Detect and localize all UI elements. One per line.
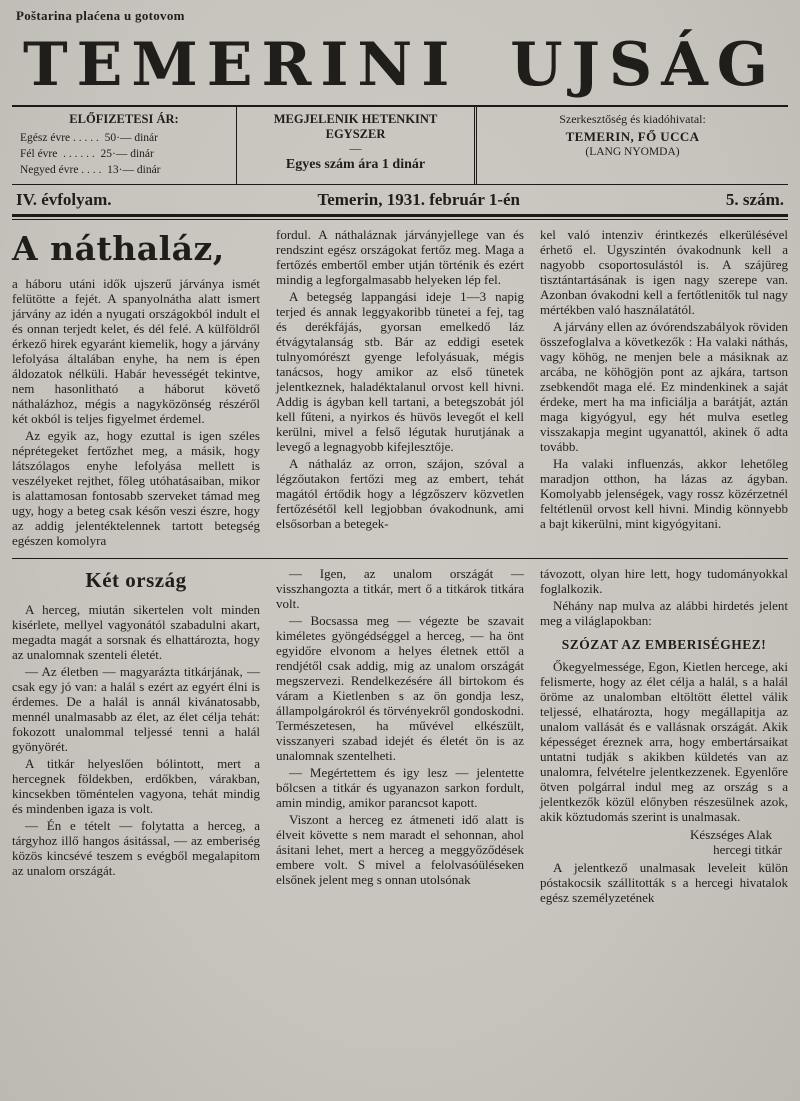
paragraph: — Igen, az unalom országát — visszhangozta a titkár, mert ő a titkárok titkára volt.	[276, 566, 524, 612]
article-column-2	[276, 227, 524, 550]
single-issue-price: Egyes szám ára 1 dinár	[285, 157, 426, 173]
article-title: A náthaláz,	[12, 229, 225, 269]
publication-info	[236, 107, 474, 184]
signature-block	[540, 827, 786, 857]
paragraph: Az egyik az, hogy ezuttal is igen széles néprétegeket fertőzhet meg, a másik, hogy látszólagos enyhe lefolyása mellett is veszélyeket rejthet, főleg utóhatásaiban, mikor is alattamosan fontosabb szerveket támad meg ugy, hogy a beteg csak későn veszi észre, hogy az addig jelentéktelennek tartott betegség egészen komolyra	[12, 428, 260, 549]
paragraph: távozott, olyan hire lett, hogy tudományokkal foglalkozik.	[540, 566, 788, 597]
paragraph: A náthaláz az orron, szájon, szóval a légzőutakon fertőzi meg az embert, tehát magától értődik hogy a légzőszerv közvetlen fertőzésétől kell legjobban óvakodnunk, ami elsősorban a betegek-	[276, 456, 524, 532]
dateline-date: Temerin, 1931. február 1-én	[317, 190, 521, 210]
editorial-info	[474, 107, 788, 184]
paragraph: — Az életben — magyarázta titkárjának, — csak egy jó van: a halál s ezért az egyért élni is érdemes. De a halál is annál kivánatosabb, mennél unalmasabb az élet, az élet célja tehát: fokozott unalommal teljessé tenni a halál gyönyörét.	[12, 664, 260, 755]
dateline-issue: 5. szám.	[725, 190, 784, 210]
paragraph: Néhány nap mulva az alábbi hirdetés jelent meg a világlapokban:	[540, 598, 788, 629]
info-bar	[12, 105, 788, 185]
paragraph: A herceg, miután sikertelen volt minden kisérlete, mellyel vagyonától szabadulni akart, megadta magát a sorsnak és elhattározta, hogy az unalomnak szenteli életét.	[12, 602, 260, 663]
dateline	[12, 185, 788, 214]
paragraph: Ha valaki influenzás, akkor lehetőleg maradjon otthon, ha lázas az ágyban. Komolyabb jelenségek, vagy rossz közérzetnél feltétlenül orvost kell hivni. Mindig könnyebb a bajt kikerülni, mint kigyógyitani.	[540, 456, 788, 532]
article-column-1	[12, 227, 260, 550]
price-line-halfyear: Fél évre . . . . . . 25·— dinár	[20, 148, 154, 161]
proclamation-heading: SZÓZAT AZ EMBERISÉGHEZ!	[561, 637, 767, 653]
article-title: Két ország	[85, 568, 187, 593]
article-two-countries	[12, 566, 788, 907]
subscription-title: ELŐFIZETESI ÁR:	[69, 112, 179, 126]
dash-divider: —	[349, 141, 362, 155]
paragraph: A jelentkező unalmasak leveleit külön póstakocsik szállitották s a hercegi hivatalok egész személyzetének	[540, 860, 788, 906]
article-influenza	[12, 227, 788, 550]
article-column-3	[540, 227, 788, 550]
column-text	[12, 602, 260, 878]
paragraph: A titkár helyeslően bólintott, mert a hercegnek földekben, erdőkben, várakban, kincsekben töméntelen vagyona, tehát mindig és mindenben igaza is volt.	[12, 756, 260, 817]
article-divider	[12, 558, 788, 559]
heavy-rule	[12, 214, 788, 220]
subscription-info	[12, 107, 236, 184]
paragraph: Viszont a herceg ez átmeneti idő alatt is élveit követte s nem maradt el sehonnan, ahol ásitani lehet, mert a herceg a meggyőződések embere volt. S mivel a felolvasóüléseken elsőnek jelent meg s onnan utolsónak	[276, 812, 524, 888]
column-text	[12, 276, 260, 548]
paragraph: a háboru utáni idők ujszerű járványa ismét felütötte a fejét. A spanyolnátha alatt ismert járvány az idén a nyugati országokból indult el és onnan terjedt kelet, és dél felé. A külföldről érkező hirek egyaránt kiemelik, hogy a járvány lefolyása általában enyhe, ha nem is épen áldozatok nélküli. Habár hevességét tekintve, nem hasonlitható a háborut követő náthalázhoz, mégis a nagyközönség részéről két okból is teljes figyelmet érdemel.	[12, 276, 260, 427]
paragraph: kel való intenziv érintkezés elkerülésével érhető el. Ugyszintén óvakodnunk kell a nagyobb csoportosulástól is. A szájüreg tisztántartásának is igen nagy szerepe van. Azonban óvakodni kell a fertőtlenitők tul nagy mértékben való használatától.	[540, 227, 788, 318]
paragraph: — Én e tételt — folytatta a herceg, a tárgyhoz illő hangos ásitással, — az emberiség közös kincsévé teszem s evégből megalapitom az unalom országát.	[12, 818, 260, 879]
article-column-1	[12, 566, 260, 907]
masthead-title: TEMERINI UJSÁG	[22, 30, 778, 100]
postage-note: Poštarina plaćena u gotovom	[16, 8, 185, 23]
paragraph: — Megértettem és igy lesz — jelentette bőlcsen a titkár és ugyanazon sarkon fordult, amin mindig, amikor parancsot kapott.	[276, 765, 524, 811]
printing-house: (LANG NYOMDA)	[585, 146, 680, 158]
signature-title: hercegi titkár	[713, 842, 782, 858]
article-column-2	[276, 566, 524, 907]
price-line-year: Egész évre . . . . . 50·— dinár	[20, 132, 158, 144]
paragraph: Őkegyelmessége, Egon, Kietlen hercege, aki felismerte, hogy az élet célja a halál, s a halál öröme az unalomban eltöltött élettel válik teljessé, elhatározta, hogy megállapitja az unalom vallását és e vallásnak országát. Akik képességet éreznek arra, hogy embertársaikat untatni tudják s akikben küldetés van az unalomra, felvételre jelentkezzenek. Egyenlőre ötven polgárral indul meg az ország s a jelentkezők közül előnyben részesülnek azok, akik köztudomás szerint is unalmasak.	[540, 659, 788, 825]
paragraph: — Bocsassa meg — végezte be szavait kiméletes gyöngédséggel a herceg, — ha önt egyidőre elvonom a helyes életnek ettől a rendjétől csak addig, mig az unalom országát megszervezi. Rendelkezésére áll birtokom és váram a Kietlenben s az ön gondja lesz, állampolgárokról és törvényekről gondoskodni. Természetesen, ha művével elkészült, visszanyeri szabad idejét és életét ön is az unalomnak szentelheti.	[276, 613, 524, 764]
article-column-3	[540, 566, 788, 907]
paragraph: A betegség lappangási ideje 1—3 napig terjed és annak leggyakoribb tünetei a fej, tag és derékfájás, gyorsan emelkedő láz étvágytalanság stb. Bár az eddigi esetek tulnyomórészt gyenge lefolyásuak, mégis tanácsos, hogy amikor az első tünetek jelentkeznek, haladéktalanul orvost kell hivni. Addig is ágyban kell tartani, a betegszobát jól kell fűteni, a nyirkos és hüvös levegőt el kell kerülni, mivel a felső légutak hurutjának a levegő a legnagyobb kifejlesztője.	[276, 289, 524, 455]
editorial-address: TEMERIN, FŐ UCCA	[565, 129, 700, 144]
paragraph: fordul. A náthaláznak járványjellege van és rendszint egész országokat fertőz meg. Maga a fertőzés embertől ember utján történik és ezért mindig a legforgalmasabb helyeken lép fel.	[276, 227, 524, 288]
signature-name: Készséges Alak	[690, 827, 772, 843]
paragraph: A járvány ellen az óvórendszabályok röviden összefoglalva a következők : Ha valaki náthás, vagy köhög, ne menjen bele a másiknak az arcába, ne köhögjön pont az ajkára, tartson zsebkendőt maga elé. Ez mindenkinek a saját érdeke, mert ha ma inficiálja a barátját, aztán maga kigyógyul, egy hét mulva esetleg visszakapja megint ugyanattól, akinek ő adta tovább.	[540, 319, 788, 455]
editorial-label: Szerkesztőség és kiadóhivatal:	[559, 112, 706, 126]
dateline-volume: IV. évfolyam.	[16, 190, 112, 210]
publication-frequency: MEGJELENIK HETENKINT EGYSZER	[273, 112, 438, 141]
price-line-quarter: Negyed évre . . . . 13·— dinár	[20, 164, 161, 177]
